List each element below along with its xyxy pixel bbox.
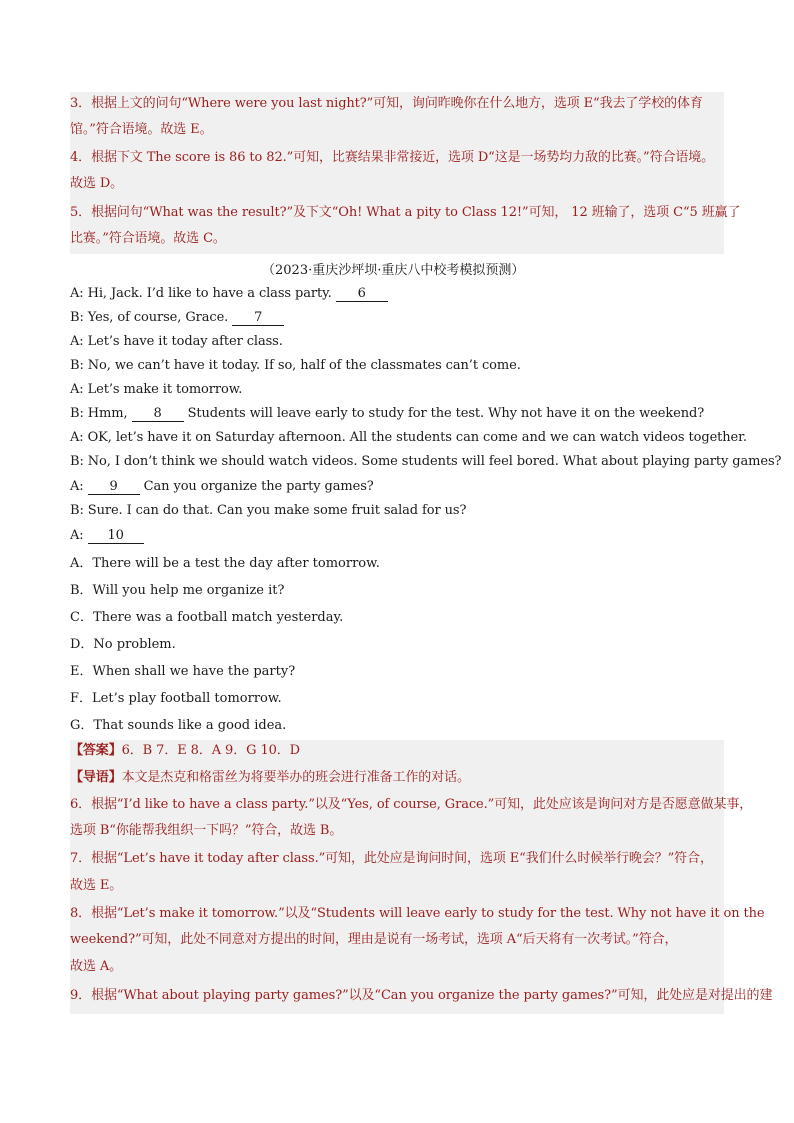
answer-blank[interactable]: 10 — [88, 528, 144, 544]
option-item: D．No problem. — [70, 637, 176, 652]
dialogue-line — [70, 429, 747, 447]
explanation-q3-line2: 馆。”符合语境。故选 E。 — [70, 122, 213, 137]
explanation-q5-line2: 比赛。”符合语境。故选 C。 — [70, 231, 226, 246]
dialogue-text: B: Hmm, — [70, 406, 132, 421]
option-item: E．When shall we have the party? — [70, 664, 296, 679]
explanation-q7-line2: 故选 E。 — [70, 878, 123, 893]
option-item: C．There was a football match yesterday. — [70, 610, 344, 625]
answer-blank[interactable]: 8 — [132, 406, 184, 422]
explanation-q5-line1: 5．根据问句“What was the result?”及下文“Oh! What a pity to Class 12!”可知， 12 班输了，选项 C“5 班赢了 — [70, 205, 741, 220]
explanation-q3-line1: 3．根据上文的问句“Where were you last night?”可知，询问昨晚你在什么地方，选项 E“我去了学校的体育 — [70, 96, 703, 111]
answer-text: 6．B 7．E 8．A 9．G 10．D — [121, 743, 301, 758]
explanation-q8-line1: 8．根据“Let’s make it tomorrow.”以及“Students will leave early to study for the test. Why not have it on the — [70, 906, 765, 921]
option-item: G．That sounds like a good idea. — [70, 718, 287, 733]
dialogue-text: B: No, we can’t have it today. If so, half of the classmates can’t come. — [70, 358, 521, 373]
option-item: B．Will you help me organize it? — [70, 583, 285, 598]
answer-blank[interactable]: 9 — [88, 479, 140, 495]
option-item: A．There will be a test the day after tomorrow. — [70, 556, 380, 571]
explanation-q8-line2: weekend?”可知，此处不同意对方提出的时间，理由是说有一场考试，选项 A“后天将有一次考试。”符合， — [70, 932, 678, 947]
dialogue-line — [70, 527, 730, 545]
dialogue-line — [70, 502, 730, 520]
dialogue-line — [70, 357, 730, 375]
dialogue-line — [70, 285, 730, 303]
dialogue-line — [70, 381, 730, 399]
dialogue-text: B: Yes, of course, Grace. — [70, 310, 233, 325]
answer-blank[interactable]: 7 — [232, 310, 284, 326]
dialogue-text: A: Let’s have it today after class. — [70, 334, 283, 349]
dialogue-text: A: Hi, Jack. I’d like to have a class party. — [70, 286, 336, 301]
question-source: （2023·重庆沙坪坝·重庆八中校考模拟预测） — [262, 263, 525, 278]
dialogue-line — [70, 333, 730, 351]
answer-line — [70, 742, 730, 760]
answer-label: 【答案】 — [70, 743, 122, 758]
dialogue-text: A: Let’s make it tomorrow. — [70, 382, 243, 397]
explanation-q7-line1: 7．根据“Let’s have it today after class.”可知，此处应是询问时间，选项 E“我们什么时候举行晚会？”符合， — [70, 851, 713, 866]
explanation-q9-line1: 9．根据“What about playing party games?”以及“Can you organize the party games?”可知，此处应是对提出的建 — [70, 988, 773, 1003]
explanation-q6-line2: 选项 B“你能帮我组织一下吗？”符合，故选 B。 — [70, 823, 343, 838]
explanation-q6-line1: 6．根据“I’d like to have a class party.”以及“Yes, of course, Grace.”可知，此处应该是询问对方是否愿意做某事， — [70, 797, 753, 812]
explanation-q4-line2: 故选 D。 — [70, 176, 124, 191]
explanation-q4-line1: 4．根据下文 The score is 86 to 82.”可知，比赛结果非常接近，选项 D“这是一场势均力敌的比赛。”符合语境。 — [70, 150, 715, 165]
explanation-q8-line3: 故选 A。 — [70, 959, 123, 974]
dialogue-line — [70, 309, 730, 327]
dialogue-line — [70, 478, 730, 496]
dialogue-text: B: No, I don’t think we should watch videos. Some students will feel bored. What about playing party games? — [70, 454, 782, 469]
dialogue-line — [70, 453, 782, 471]
dialogue-text: Can you organize the party games? — [139, 479, 374, 494]
dialogue-text: A: — [70, 479, 88, 494]
guide-line — [70, 769, 730, 787]
guide-text: 本文是杰克和格雷丝为将要举办的班会进行准备工作的对话。 — [121, 770, 470, 785]
option-item: F．Let’s play football tomorrow. — [70, 691, 282, 706]
dialogue-text: B: Sure. I can do that. Can you make some fruit salad for us? — [70, 503, 467, 518]
dialogue-text: A: — [70, 528, 88, 543]
dialogue-line — [70, 405, 730, 423]
dialogue-text: Students will leave early to study for the test. Why not have it on the weekend? — [183, 406, 705, 421]
guide-label: 【导语】 — [70, 770, 122, 785]
dialogue-text: A: OK, let’s have it on Saturday afternoon. All the students can come and we can watch videos together. — [70, 430, 747, 445]
answer-blank[interactable]: 6 — [336, 286, 388, 302]
